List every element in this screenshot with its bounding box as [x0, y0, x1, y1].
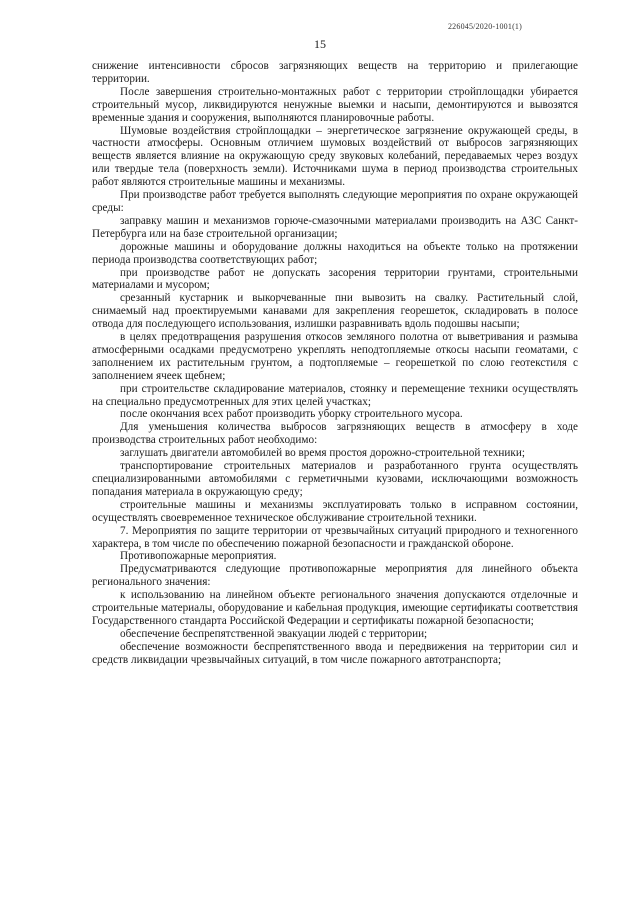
- list-item: заглушать двигатели автомобилей во время простоя дорожно-строительной техники;: [120, 447, 525, 460]
- paragraph: Противопожарные мероприятия.: [120, 550, 277, 563]
- document-id: 226045/2020-1001(1): [447, 22, 522, 31]
- paragraph: При производстве работ требуется выполнять следующие мероприятия по охране окружающей среды:: [92, 189, 578, 214]
- list-item: строительные машины и механизмы эксплуатировать только в исправном состоянии, осуществлять своевременное техническое обслуживание строительной техники.: [92, 498, 578, 524]
- page-number: 15: [314, 37, 326, 51]
- list-item: обеспечение возможности беспрепятственного ввода и передвижения на территории сил и средств ликвидации чрезвычайных ситуаций, в том числе пожарного автотранспорта;: [92, 640, 578, 666]
- section-heading: 7. Мероприятия по защите территории от чрезвычайных ситуаций природного и техногенного характера, в том числе по обеспечению пожарной безопасности и гражданской обороне.: [92, 524, 578, 550]
- paragraph: Для уменьшения количества выбросов загрязняющих веществ в атмосферу в ходе производства строительных работ необходимо:: [92, 421, 578, 447]
- list-item: после окончания всех работ производить уборку строительного мусора.: [120, 408, 463, 421]
- list-item: заправку машин и механизмов горюче-смазочными материалами производить на АЗС Санкт-Петербурга или на базе строительной организации;: [92, 214, 578, 240]
- list-item: при строительстве складирование материалов, стоянку и перемещение техники осуществлять на специально предусмотренных для этих целей участках;: [92, 382, 578, 408]
- list-item: при производстве работ не допускать засорения территории грунтами, строительными материалами и мусором;: [92, 266, 578, 292]
- paragraph: снижение интенсивности сбросов загрязняющих веществ на территорию и прилегающие территории.: [92, 60, 578, 85]
- list-item: в целях предотвращения разрушения откосов земляного полотна от выветривания и размыва атмосферными осадками предусмотрено укреплять неподтопляемые откосы насыпи геоматами, с заполнением их растительным грунтом, а подтопляемые – георешеткой по слою геотекстиля с заполнением ячеек щебнем;: [92, 331, 578, 382]
- list-item: к использованию на линейном объекте регионального значения допускаются отделочные и строительные материалы, оборудование и кабельная продукция, имеющие сертификаты соответствия Государственного стандарта Российской Федерации и сертификаты пожарной безопасности;: [92, 589, 578, 627]
- list-item: транспортирование строительных материалов и разработанного грунта осуществлять специализированными автомобилями с герметичными кузовами, исключающими возможность попадания материала в окружающую среду;: [92, 460, 578, 498]
- paragraph: Предусматриваются следующие противопожарные мероприятия для линейного объекта регионального значения:: [92, 563, 578, 589]
- document-body: [92, 60, 578, 667]
- paragraph: Шумовые воздействия стройплощадки – энергетическое загрязнение окружающей среды, в частности атмосферы. Основным отличием шумовых воздействий от выбросов загрязняющих веществ является влияние на окружающую среду звуковых колебаний, передаваемых через воздух или твердые тела (поверхность земли). Источниками шума в период производства строительных работ являются строительные машины и механизмы.: [92, 124, 578, 189]
- list-item: обеспечение беспрепятственной эвакуации людей с территории;: [120, 627, 428, 640]
- list-item: срезанный кустарник и выкорчеванные пни вывозить на свалку. Растительный слой, снимаемый над проектируемыми канавами для закрепления георешеток, складировать в полосе отвода для последующего использования, излишки разравнивать вдоль подошвы насыпи;: [92, 292, 578, 331]
- list-item: дорожные машины и оборудование должны находиться на объекте только на протяжении периода производства соответствующих работ;: [92, 240, 578, 266]
- paragraph: После завершения строительно-монтажных работ с территории стройплощадки убирается строительный мусор, ликвидируются ненужные выемки и насыпи, демонтируются и вывозятся временные здания и сооружения, выполняются планировочные работы.: [92, 85, 578, 124]
